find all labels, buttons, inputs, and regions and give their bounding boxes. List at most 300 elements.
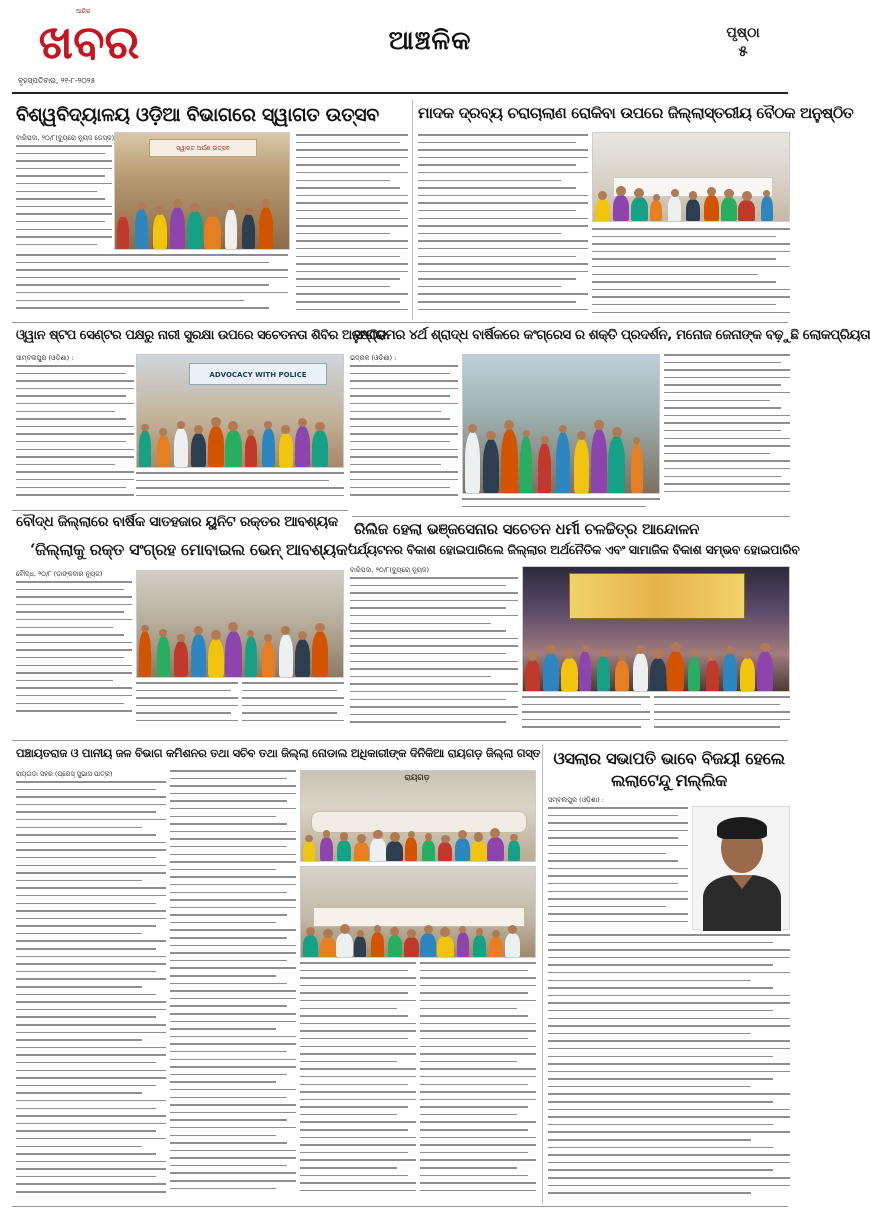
text-line [300,1068,416,1070]
person-figure [139,430,151,467]
text-line [16,1009,166,1011]
text-line [16,183,112,185]
text-line [522,726,641,728]
text-line [300,1030,416,1032]
text-line [170,800,287,802]
text-line [350,464,441,466]
text-line [16,619,132,621]
text-line [300,1106,408,1108]
text-line [418,301,576,303]
article-body-a1-cont [16,254,288,318]
text-line [16,464,115,466]
masthead-rule [12,92,788,94]
person-head [707,187,716,196]
text-line [16,665,132,667]
text-line [16,403,134,405]
person-head [281,425,289,433]
text-line [16,1161,166,1163]
text-line [16,1108,156,1110]
conference-people [301,825,535,861]
text-line [350,365,458,367]
text-line [548,1040,790,1042]
person-head [262,199,270,207]
review-people [301,919,535,957]
text-line [522,696,650,698]
text-line [296,263,408,265]
text-line [548,1093,790,1095]
dateline-a1: ବାରିପଦା, ୨୦/୮(ବ୍ୟୁରୋ ନ୍ୟୁଜ ଡେସ୍କ) [16,134,115,142]
text-line [654,719,790,721]
text-line [170,998,296,1000]
text-line [16,827,142,829]
text-line [16,1138,166,1140]
row-divider [352,516,790,517]
text-line [462,498,660,500]
text-line [296,286,390,288]
text-line [16,380,134,382]
text-line [170,1059,296,1061]
text-line [300,1099,416,1101]
photo-a6[interactable] [136,570,344,678]
text-line [548,1086,751,1088]
person-figure [465,432,480,493]
text-line [420,1038,528,1040]
text-line [548,949,790,951]
text-line [420,1023,536,1025]
text-line [418,180,561,182]
text-line [420,1008,517,1010]
article-body-a6-col1 [16,570,132,718]
row-divider [12,510,348,511]
headline-a2[interactable]: ମାଦକ ଦ୍ରବ୍ୟ ଚରାଚାଲାଣ ରୋକିବା ଉପରେ ଜିଲ୍ଲାସ୍ତରୀୟ ବୈଠକ ଅନୁଷ୍ଠିତ [418,104,854,122]
page-bottom-rule [12,1206,788,1207]
text-line [170,808,296,810]
text-line [350,638,518,640]
photo-a3[interactable] [136,354,344,468]
text-line [16,1100,166,1102]
text-line [16,857,156,859]
text-line [16,1153,156,1155]
text-line [242,712,337,714]
text-line [242,690,337,692]
person-head [390,927,398,935]
text-line [16,819,166,821]
text-line [350,411,441,413]
dateline-a7: ବାରିପଦା, ୨୦/୮(ବ୍ୟୁରୋ ନ୍ୟୁଜ) [350,566,430,574]
text-line [350,426,458,428]
row-divider [12,740,788,741]
person-figure [561,658,578,691]
text-line [420,1015,528,1017]
person-figure [686,199,700,221]
text-line [170,778,287,780]
headline-a1[interactable]: ବିଶ୍ୱବିଦ୍ୟାଳୟ ଓଡ଼ିଆ ବିଭାଗରେ ସ୍ୱାଗତ ଉତ୍ସବ [16,104,379,126]
text-line [664,460,790,462]
person-figure [487,837,504,861]
text-line [16,796,166,798]
text-line [654,696,790,698]
text-line [16,649,132,651]
article-body-a2-col2 [418,134,588,320]
text-line [16,168,112,170]
text-line [170,899,296,901]
person-head [616,186,626,196]
text-line [664,377,790,379]
headline-a6[interactable]: ବୌଦ୍ଧ ଜିଲ୍ଲାରେ ବାର୍ଷିକ ସାତହଜାର ୟୁନିଟ ରକ୍ତର ଆବଶ୍ୟକ [16,514,338,530]
person-head [476,928,484,936]
text-line [16,433,134,435]
text-line [654,726,780,728]
person-figure [688,656,700,691]
text-line [548,1071,790,1073]
text-line [420,1114,517,1116]
text-line [242,697,344,699]
text-line [296,240,408,242]
person-figure [153,214,167,249]
text-line [16,994,156,996]
photo-a2[interactable] [592,132,790,222]
person-figure [225,209,237,249]
text-line [16,254,288,256]
text-line [16,153,105,155]
text-line [300,1159,416,1161]
text-line [664,438,790,440]
rayagada-sign: ରାୟଗଡ଼ [404,773,430,782]
text-line [16,680,113,682]
text-line [170,975,276,977]
text-line [242,720,344,722]
text-line [548,980,751,982]
person-head [227,203,234,210]
text-line [664,483,790,485]
person-head [119,210,126,217]
text-line [418,157,588,159]
text-line [16,811,156,813]
text-line [350,487,450,489]
text-line [170,945,296,947]
person-head [173,199,182,208]
person-figure [650,658,666,691]
person-head [298,631,307,640]
text-line [350,706,518,708]
person-figure [501,429,518,493]
text-line [548,987,773,989]
person-figure [615,660,629,691]
logo-tagline: ଆଜିର [76,8,91,15]
person-head [141,424,148,431]
text-line [170,831,296,833]
text-line [170,983,287,985]
text-line [136,705,238,707]
person-figure [543,653,559,691]
text-line [16,1168,166,1170]
text-line [548,822,688,824]
person-figure [336,933,353,957]
person-head [523,430,530,437]
text-line [170,861,296,863]
headline-a4[interactable]: ସଂଗ୍ରାମର ୪ର୍ଥ ଶ୍ରାଦ୍ଧ ବାର୍ଷିକରେ କଂଗ୍ରେସ ର ଶକ୍ତି ପ୍ରଦର୍ଶନ, ମନୋଜ ଜେନାଙ୍କ ବଢ଼ୁଛି ଲୋକପ୍ରିୟତା [354,328,870,343]
text-line [548,1192,751,1194]
text-line [350,494,458,496]
article-body-a4-col3 [462,498,660,514]
text-line [300,1175,408,1177]
text-line [350,615,518,617]
article-body-a4-col2 [664,354,790,502]
text-line [548,1018,790,1020]
person-figure [631,197,648,221]
blood-camp-people [137,608,343,677]
person-figure [595,199,610,221]
text-line [16,1191,166,1193]
text-line [16,940,166,942]
person-head [546,645,556,655]
photo-a8-top[interactable] [300,770,536,862]
text-line [16,1032,166,1034]
text-line [548,1048,790,1050]
text-line [296,248,408,250]
text-line [420,1144,536,1146]
text-line [420,1000,536,1002]
person-head [137,202,145,210]
text-line [16,494,134,496]
person-figure [405,837,417,861]
text-line [350,721,506,723]
page-indicator [708,24,778,62]
text-line [664,400,770,402]
text-line [300,1008,397,1010]
text-line [418,286,561,288]
text-line [16,426,134,428]
text-line [522,719,650,721]
text-line [170,1135,276,1137]
text-line [462,506,646,508]
text-line [16,191,97,193]
text-line [300,1182,416,1184]
text-line [350,592,518,594]
person-figure [668,196,681,221]
person-head [408,831,415,838]
text-line [592,266,790,268]
text-line [418,195,588,197]
text-line [170,1112,296,1114]
text-line [664,354,790,356]
text-line [350,607,506,609]
text-line [16,456,134,458]
person-figure [262,428,275,467]
text-line [664,468,790,470]
text-line [592,312,790,314]
text-line [420,1106,528,1108]
text-line [170,1051,287,1053]
text-line [522,711,650,713]
person-figure [574,439,589,493]
article-body-a2-col1 [296,134,408,320]
newspaper-logo[interactable] [14,6,164,70]
person-head [742,191,752,201]
text-line [420,985,536,987]
article-body-a1 [16,134,115,252]
text-line [418,240,588,242]
text-line [170,884,296,886]
headline-a8[interactable]: ପଞ୍ଚାୟତରାଜ ଓ ପାନୀୟ ଜଳ ବିଭାଗ କମିଶନର ତଥା ସଚିବ ତଥା ଜିଲ୍ଲା ନୋଡାଲ ଅଧିକାରୀଙ୍କ ଦିନିକିଆ ରାୟଗଡ଼ ଜିଲ୍ଲା ଗସ୍ତ [16,746,541,760]
text-line [16,918,166,920]
event-banner [569,573,745,619]
text-line [170,892,287,894]
text-line [296,134,408,136]
person-head [653,649,663,659]
person-figure [191,634,206,677]
text-line [418,248,588,250]
text-line [592,304,776,306]
text-line [170,770,296,772]
text-line [548,942,773,944]
text-line [548,807,688,809]
text-line [16,687,132,689]
text-line [296,210,400,212]
text-line [350,577,518,579]
photo-a1[interactable] [114,132,290,250]
person-figure [706,660,719,691]
person-figure [667,651,684,691]
person-figure [388,935,402,957]
banner-advocacy: ADVOCACY WITH POLICE [189,363,327,385]
text-line [16,1092,142,1094]
text-line [350,380,458,382]
person-figure [135,209,148,249]
text-line [16,789,156,791]
text-line [350,388,458,390]
article-body-a7-col2 [522,696,650,736]
text-line [300,962,416,964]
person-head [298,418,307,427]
text-line [136,495,344,497]
text-line [170,869,276,871]
text-line [548,1185,790,1187]
photo-a4[interactable] [462,354,660,494]
text-line [170,816,276,818]
person-head [653,194,660,201]
text-line [136,690,231,692]
person-head [357,930,364,937]
person-figure [295,426,310,467]
text-line [296,142,400,144]
text-line [350,479,458,481]
subheadline-a6[interactable]: ‘ଜିଲ୍ଲାକୁ ରକ୍ତ ସଂଗ୍ରହ ମୋବାଇଲ ଭେନ୍ ଆବଶ୍ୟକ’ [30,540,353,559]
text-line [296,149,408,151]
person-head [211,417,221,427]
text-line [16,804,166,806]
text-line [16,1047,166,1049]
headline-a3[interactable]: ଓ୍ୱାନ ଷ୍ଟପ ସେଣ୍ଟର ପକ୍ଷରୁ ନାରୀ ସୁରକ୍ଷା ଉପରେ ସଚେତନତା ଶିବିର ଅନୁଷ୍ଠିତ [16,328,386,343]
person-figure [371,932,384,957]
text-line [16,373,126,375]
text-line [548,837,678,839]
text-line [592,274,758,276]
person-figure [613,195,629,221]
text-line [16,948,156,950]
text-line [170,1165,287,1167]
person-figure [208,639,224,677]
text-line [16,604,132,606]
text-line [548,995,790,997]
text-line [16,695,132,697]
headline-a5[interactable]: ରିଲିଜ ହେଲା ଭଞ୍ଜସେନାର ସଚେତନ ଧର୍ମୀ ଚଳଚ୍ଚିତ୍ର ଆନ୍ଦୋଳନ [354,520,700,538]
person-figure [117,216,129,249]
text-line [16,300,244,302]
photo-a7[interactable] [522,566,790,692]
text-line [350,395,450,397]
dateline-a4: ଭଦ୍ରକ (ଓଡ଼ିଶା) : [350,354,397,362]
person-head [504,420,514,430]
text-line [420,970,528,972]
text-line [16,1115,166,1117]
text-line [418,233,561,235]
text-line [16,307,269,309]
text-line [170,960,287,962]
text-line [420,1167,517,1169]
text-line [350,418,450,420]
person-head [724,189,734,199]
text-line [16,1001,166,1003]
portrait-a9[interactable] [692,806,790,930]
text-line [350,699,506,701]
text-line [418,187,576,189]
text-line [170,1119,287,1121]
article-body-a6-col3 [242,682,344,732]
text-line [16,581,132,583]
text-line [16,1062,156,1064]
person-figure [556,432,570,493]
person-head [340,924,350,934]
person-head [600,649,608,657]
text-line [170,914,287,916]
text-line [420,1091,536,1093]
person-figure [538,443,551,493]
section-title: ଆଞ୍ଚଳିକ [388,26,472,56]
person-figure [650,200,662,221]
banner-text: ସ୍ୱାଗତ ଅର୍ପଣ ଉତ୍ସବ [149,139,257,157]
page-label: ପୃଷ୍ଠା [726,25,760,41]
person-figure [597,656,610,691]
person-figure [370,838,386,861]
text-line [300,1000,416,1002]
photo-a8-bottom[interactable] [300,866,536,958]
dateline-a8: ରାୟଗଡ଼ା ସହର (ପ୍ରେସ୍ ସୁଭାସ ପାତ୍ର) [16,770,113,778]
text-line [170,929,296,931]
text-line [300,1023,416,1025]
text-line [16,229,112,231]
text-line [170,1036,296,1038]
headline-a7[interactable]: ପର୍ଯ୍ୟଟନର ବିକାଶ ହୋଇପାରିଲେ ଜିଲ୍ଲାର ଅର୍ଥନୈତିକ ଏବଂ ସାମାଜିକ ବିକାଶ ସମ୍ଭବ ହୋଇପାରିବ [348,542,800,557]
text-line [420,977,536,979]
person-figure [157,435,170,467]
person-figure [740,658,755,691]
person-figure [174,641,188,677]
text-line [548,913,688,915]
person-figure [489,937,503,957]
text-line [420,1137,536,1139]
text-line [170,1157,296,1159]
text-line [548,1078,773,1080]
text-line [16,262,269,264]
text-line [16,269,288,271]
text-line [664,491,790,493]
article-body-a7-col3 [654,696,790,736]
text-line [16,1024,166,1026]
article-body-a3-col2 [136,472,344,506]
article-body-a8-col3 [300,962,416,1202]
headline-a9[interactable]: ଓସଲାର ସଭାପତି ଭାବେ ବିଜୟୀ ହେଲେ ଲଲାଟେନ୍ଦୁ ମଲ୍ଲିକ [553,749,785,791]
